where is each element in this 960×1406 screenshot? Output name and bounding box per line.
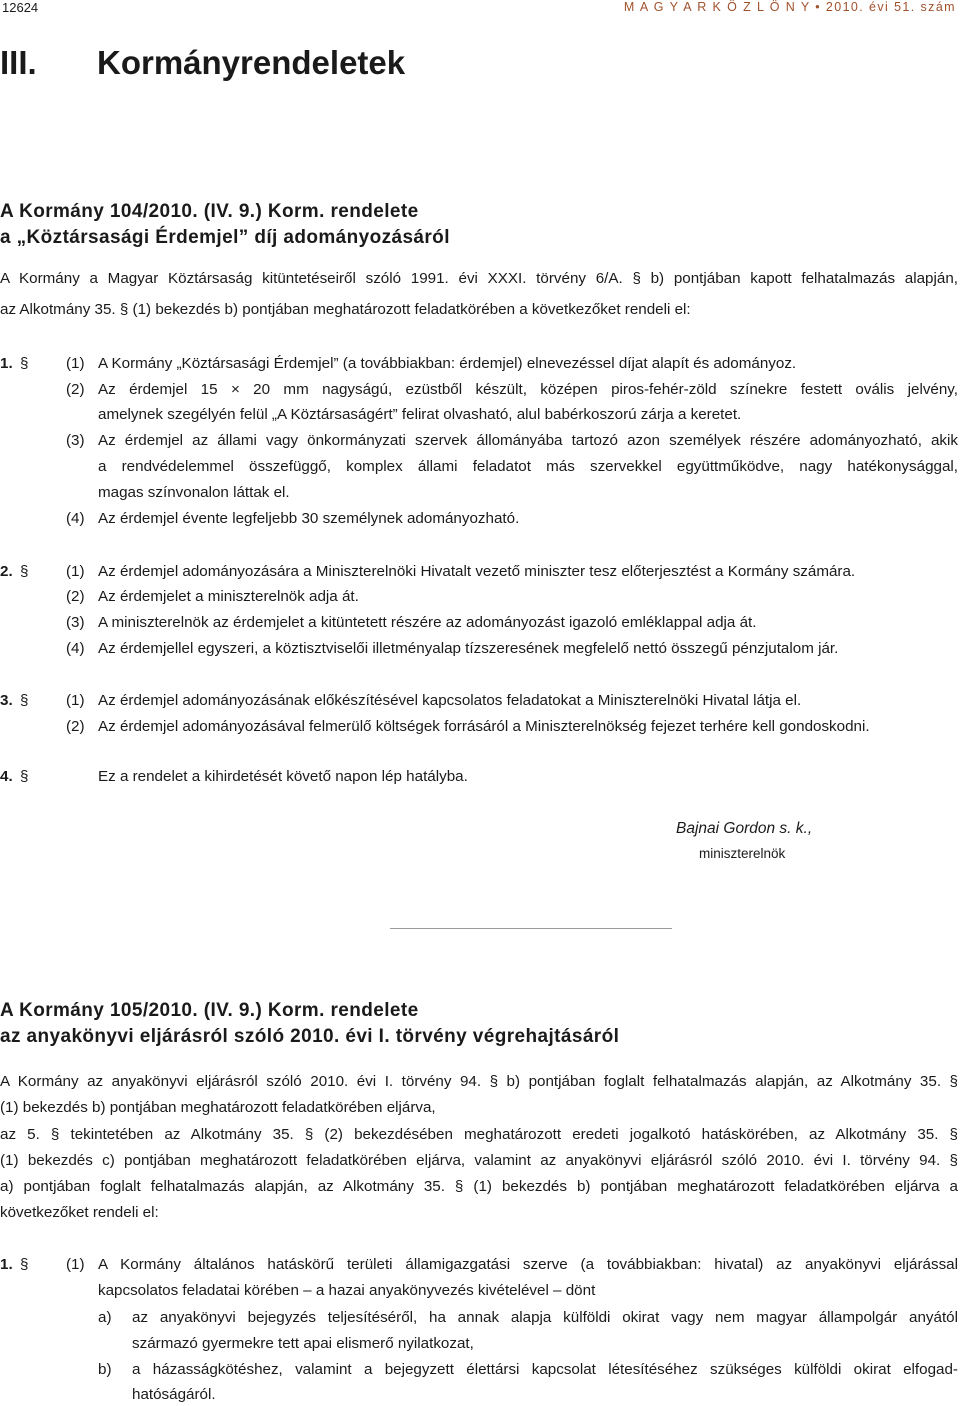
page-number: 12624 xyxy=(2,0,39,15)
d1-s1-p4-label: (4) xyxy=(66,510,85,527)
signature-role: miniszterelnök xyxy=(699,846,786,861)
decree1-title-line2: a „Köztársasági Érdemjel” díj adományozásáról xyxy=(0,227,450,248)
d2-item-b-line1: a házasságkötéshez, valamint a bejegyzett élettársi kapcsolat létesítéséhez szükséges külföldi okirat elfogad- xyxy=(132,1361,958,1378)
d2-s1-p1-line2: kapcsolatos feladatai körében – a hazai anyakönyvezés kivételével – dönt xyxy=(98,1282,596,1299)
decree2-preamble-line1: A Kormány az anyakönyvi eljárásról szóló 2010. évi I. törvény 94. § b) pontjában foglalt felhatalmazás alapján, az Alkotmány 35. § xyxy=(0,1073,958,1090)
d1-s1-p4-text: Az érdemjel évente legfeljebb 30 személynek adományozható. xyxy=(98,510,520,527)
d2-section1-sign: § xyxy=(20,1256,29,1273)
d2-item-a-line1: az anyakönyvi bejegyzés teljesítéséről, ha annak alapja külföldi okirat vagy nem magyar állampolgár anyától xyxy=(132,1309,958,1326)
d1-s4-text: Ez a rendelet a kihirdetését követő napon lép hatályba. xyxy=(98,768,468,785)
d1-section3-sign: § xyxy=(20,692,29,709)
d1-s2-p3-text: A miniszterelnök az érdemjelet a kitüntetett részére az adományozást igazoló emléklappal adja át. xyxy=(98,614,757,631)
section-divider xyxy=(390,928,672,929)
d1-s1-p2-line2: amelynek szegélyén felül „A Köztársaságért” felirat olvasható, alul babérkoszorú zárja a keretet. xyxy=(98,406,742,423)
d1-s2-p1-label: (1) xyxy=(66,563,85,580)
d1-s1-p3-line3: magas színvonalon láttak el. xyxy=(98,484,290,501)
d1-s2-p4-text: Az érdemjellel egyszeri, a köztisztviselői illetményalap tízszeresének megfelelő nettó összegű pénzjutalom jár. xyxy=(98,640,839,657)
d2-section1-number: 1. xyxy=(0,1256,13,1273)
d2-item-a-label: a) xyxy=(98,1309,112,1326)
d1-s1-p2-label: (2) xyxy=(66,381,85,398)
d1-s1-p3-line1: Az érdemjel az állami vagy önkormányzati szervek állományába tartozó azon személyek részére adományozható, akik xyxy=(98,432,958,449)
decree2-preamble-line5: a) pontjában foglalt felhatalmazás alapján, az Alkotmány 35. § (1) bekezdés b) pontjában meghatározott feladatkörében eljárva a xyxy=(0,1178,958,1195)
d2-item-b-line2: hatóságáról. xyxy=(132,1386,216,1403)
d1-section3-number: 3. xyxy=(0,692,13,709)
journal-header: M A G Y A R K Ö Z L Ö N Y • 2010. évi 51. szám xyxy=(623,0,956,14)
chapter-title: Kormányrendeletek xyxy=(97,44,406,81)
decree2-title-line1: A Kormány 105/2010. (IV. 9.) Korm. rendelete xyxy=(0,1000,419,1021)
d1-section2-sign: § xyxy=(20,563,29,580)
d1-s2-p2-text: Az érdemjelet a miniszterelnök adja át. xyxy=(98,588,359,605)
decree2-preamble-line4: (1) bekezdés c) pontjában meghatározott feladatkörében eljárva, valamint az anyakönyvi eljárásról szóló 2010. évi I. törvény 94. § xyxy=(0,1152,958,1169)
chapter-number: III. xyxy=(0,44,37,81)
chapter-heading xyxy=(0,44,405,82)
d2-item-a-line2: származó gyermekre tett apai elismerő nyilatkozat, xyxy=(132,1335,474,1352)
d1-section4-sign: § xyxy=(20,768,29,785)
d1-section1-number: 1. xyxy=(0,355,13,372)
decree1-preamble-line2: az Alkotmány 35. § (1) bekezdés b) pontjában meghatározott feladatkörében a következőket rendeli el: xyxy=(0,301,691,318)
decree1-preamble-line1: A Kormány a Magyar Köztársaság kitüntetéseiről szóló 1991. évi XXXI. törvény 6/A. § b) pontjában kapott felhatalmazás alapján, xyxy=(0,270,958,287)
d1-s3-p2-label: (2) xyxy=(66,718,85,735)
d1-s1-p2-line1: Az érdemjel 15 × 20 mm nagyságú, ezüstből készült, középen piros-fehér-zöld színekre festett ovális jelvény, xyxy=(98,381,958,398)
d2-item-b-label: b) xyxy=(98,1361,112,1378)
decree1-title-line1: A Kormány 104/2010. (IV. 9.) Korm. rendelete xyxy=(0,201,419,222)
d1-section1-sign: § xyxy=(20,355,29,372)
d1-s2-p1-text: Az érdemjel adományozására a Miniszterelnöki Hivatalt vezető miniszter tesz előterjesztést a Kormány számára. xyxy=(98,563,856,580)
d1-s1-p3-line2: a rendvédelemmel összefüggő, komplex állami feladatot más szervekkel együttműködve, nagy hatékonysággal, xyxy=(98,458,958,475)
d1-s1-p3-label: (3) xyxy=(66,432,85,449)
d2-s1-p1-label: (1) xyxy=(66,1256,85,1273)
d1-s3-p1-label: (1) xyxy=(66,692,85,709)
d2-s1-p1-line1: A Kormány általános hatáskörű területi államigazgatási szerve (a továbbiakban: hivatal) az anyakönyvi eljárással xyxy=(98,1256,958,1273)
d1-s1-p1-text: A Kormány „Köztársasági Érdemjel” (a továbbiakban: érdemjel) elnevezéssel díjat alapít és adományoz. xyxy=(98,355,797,372)
decree2-preamble-line6: következőket rendeli el: xyxy=(0,1204,159,1221)
d1-section2-number: 2. xyxy=(0,563,13,580)
decree2-preamble-line3: az 5. § tekintetében az Alkotmány 35. § (2) bekezdésében meghatározott eredeti jogalkotó hatáskörében, az Alkotmány 35. § xyxy=(0,1126,958,1143)
signature-name: Bajnai Gordon s. k., xyxy=(676,820,813,837)
d1-s2-p2-label: (2) xyxy=(66,588,85,605)
d1-s1-p1-label: (1) xyxy=(66,355,85,372)
d1-section4-number: 4. xyxy=(0,768,13,785)
d1-s2-p4-label: (4) xyxy=(66,640,85,657)
d1-s3-p1-text: Az érdemjel adományozásának előkészítésével kapcsolatos feladatokat a Miniszterelnöki Hivatal látja el. xyxy=(98,692,802,709)
decree2-preamble-line2: (1) bekezdés b) pontjában meghatározott feladatkörében eljárva, xyxy=(0,1099,436,1116)
d1-s3-p2-text: Az érdemjel adományozásával felmerülő költségek forrásáról a Miniszterelnökség fejezet terhére kell gondoskodni. xyxy=(98,718,870,735)
d1-s2-p3-label: (3) xyxy=(66,614,85,631)
decree2-title-line2: az anyakönyvi eljárásról szóló 2010. évi I. törvény végrehajtásáról xyxy=(0,1026,620,1047)
